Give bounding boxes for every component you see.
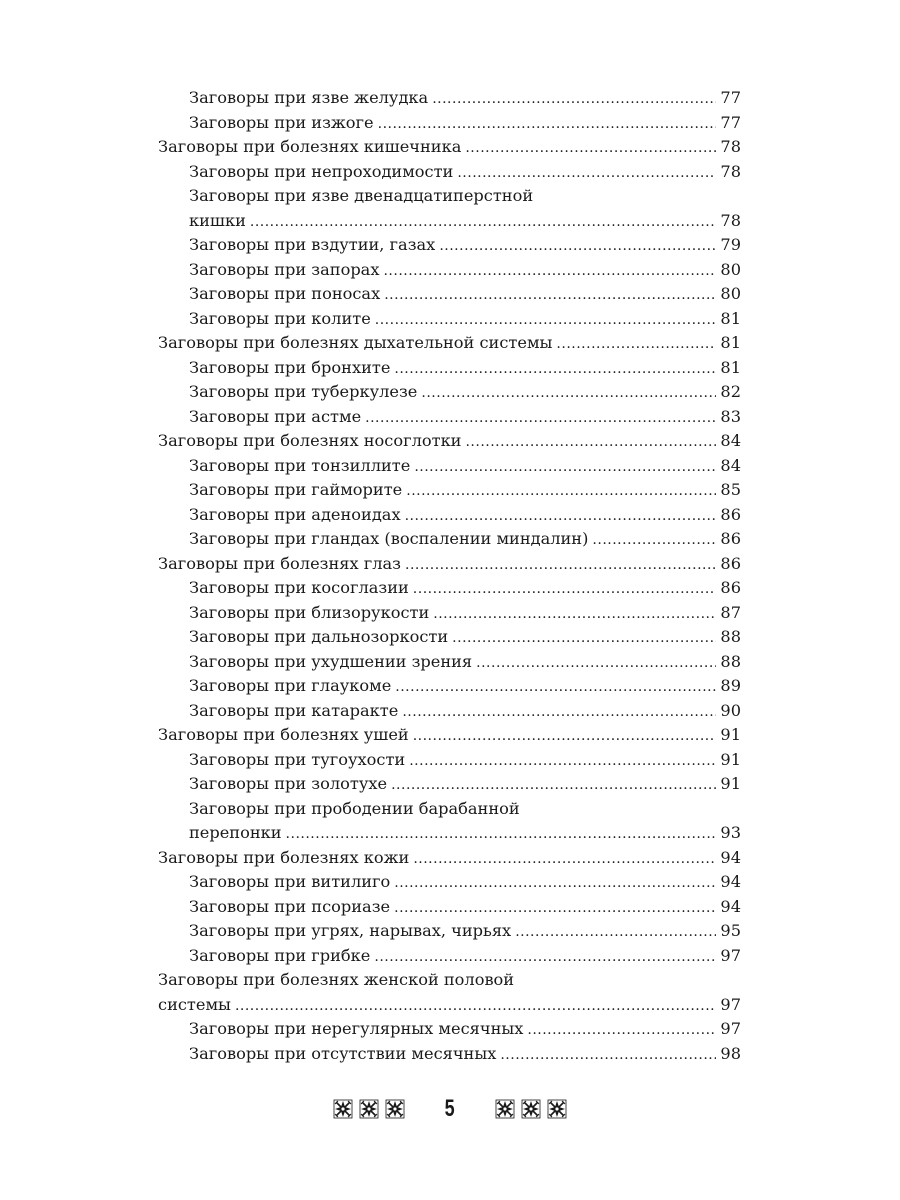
dot-leader	[457, 161, 716, 186]
toc-entry-title: Заговоры при угрях, нарывах, чирьях	[189, 921, 512, 940]
toc-entry-page: 86	[720, 553, 741, 573]
toc-entry-page: 78	[720, 161, 741, 181]
toc-entry	[158, 699, 741, 724]
toc-entry-title: Заговоры при отсутствии месячных	[189, 1043, 497, 1063]
toc-entry-page: 94	[720, 847, 741, 867]
toc-entry-page: 97	[720, 1019, 741, 1038]
toc-entry-page: 77	[720, 112, 741, 132]
toc-entry-page: 97	[720, 994, 741, 1014]
toc-entry	[158, 380, 741, 405]
toc-entry-title: Заговоры при гайморите	[189, 480, 403, 499]
dot-leader	[383, 259, 716, 284]
toc-entry	[158, 356, 741, 381]
table-of-contents	[158, 86, 741, 1066]
toc-entry	[158, 307, 741, 332]
toc-entry-page: 93	[720, 823, 741, 842]
toc-entry	[158, 723, 741, 748]
toc-entry-title: Заговоры при болезнях ушей	[158, 725, 409, 744]
dot-leader	[409, 749, 716, 774]
snowflake-ornament-icon	[521, 1099, 541, 1119]
toc-entry-page: 89	[720, 676, 741, 695]
dot-leader	[365, 406, 716, 431]
toc-entry-title: Заговоры при бронхите	[189, 357, 391, 377]
toc-entry-title: Заговоры при язве двенадцатиперстной	[189, 186, 534, 205]
toc-entry	[158, 478, 741, 503]
toc-entry-page: 97	[720, 945, 741, 965]
dot-leader	[465, 136, 716, 161]
dot-leader	[413, 724, 717, 749]
toc-entry	[158, 895, 741, 920]
toc-entry	[158, 772, 741, 797]
toc-entry-title: Заговоры при катаракте	[189, 700, 399, 720]
toc-entry	[158, 1042, 741, 1067]
dot-leader	[402, 700, 716, 725]
toc-entry-title: Заговоры при косоглазии	[189, 578, 409, 597]
dot-leader	[452, 626, 716, 651]
toc-entry	[158, 331, 741, 356]
toc-entry-title: Заговоры при непроходимости	[189, 161, 454, 181]
toc-entry-page: 94	[720, 896, 741, 916]
toc-entry-title: Заговоры при тонзиллите	[189, 455, 411, 475]
toc-entry-title: Заговоры при изжоге	[189, 112, 374, 132]
toc-entry-page: 85	[720, 480, 741, 499]
dot-leader	[395, 675, 716, 700]
toc-entry-page: 81	[720, 333, 741, 352]
toc-entry-title: Заговоры при колите	[189, 308, 371, 328]
toc-entry	[158, 111, 741, 136]
dot-leader	[414, 455, 716, 480]
toc-entry-title: Заговоры при золотухе	[189, 774, 388, 793]
toc-entry-title: Заговоры при близорукости	[189, 602, 430, 622]
toc-entry-title: Заговоры при дальнозоркости	[189, 627, 449, 646]
toc-entry	[158, 503, 741, 528]
dot-leader	[500, 1043, 716, 1068]
toc-entry-title: Заговоры при запорах	[189, 259, 380, 279]
toc-entry-page: 77	[720, 88, 741, 107]
toc-entry-page: 86	[720, 504, 741, 524]
toc-entry-continuation	[158, 821, 741, 846]
toc-entry-page: 81	[720, 357, 741, 377]
toc-entry-title: Заговоры при псориазе	[189, 896, 391, 916]
toc-entry-page: 80	[720, 284, 741, 303]
toc-entry-title: Заговоры при прободении барабанной	[189, 798, 520, 818]
toc-entry-page: 78	[720, 137, 741, 156]
toc-entry-page: 91	[720, 749, 741, 769]
toc-entry-title: Заговоры при болезнях глаз	[158, 553, 402, 573]
toc-entry	[158, 797, 741, 822]
toc-entry-title: Заговоры при болезнях кишечника	[158, 137, 462, 156]
toc-entry	[158, 454, 741, 479]
dot-leader	[433, 602, 716, 627]
toc-entry-title: Заговоры при поносах	[189, 284, 381, 303]
dot-leader	[391, 773, 716, 798]
toc-entry-page: 90	[720, 700, 741, 720]
toc-entry-title: Заговоры при глаукоме	[189, 676, 392, 695]
toc-entry	[158, 527, 741, 552]
toc-entry-title: Заговоры при грибке	[189, 945, 371, 965]
toc-entry-title: Заговоры при тугоухости	[189, 749, 406, 769]
toc-entry-title: Заговоры при ухудшении зрения	[189, 651, 473, 671]
dot-leader	[476, 651, 716, 676]
toc-entry-title: Заговоры при астме	[189, 406, 362, 426]
toc-entry	[158, 233, 741, 258]
toc-entry	[158, 674, 741, 699]
dot-leader	[515, 920, 716, 945]
toc-entry	[158, 86, 741, 111]
toc-entry	[158, 184, 741, 209]
toc-entry-continuation	[158, 209, 741, 234]
toc-entry-continuation	[158, 993, 741, 1018]
dot-leader	[432, 87, 716, 112]
toc-entry-title-continuation: перепонки	[189, 823, 282, 842]
dot-leader	[286, 822, 717, 847]
dot-leader	[413, 847, 716, 872]
page-footer	[0, 1092, 900, 1126]
toc-entry-title-continuation: системы	[158, 994, 231, 1014]
snowflake-ornament-icon	[547, 1099, 567, 1119]
dot-leader	[465, 430, 716, 455]
page-number: 5	[444, 1095, 456, 1122]
toc-entry-title: Заговоры при болезнях носоглотки	[158, 431, 462, 450]
toc-entry-page: 98	[720, 1043, 741, 1063]
toc-entry-page: 95	[720, 921, 741, 940]
dot-leader	[374, 945, 716, 970]
footer-ornament-right	[495, 1099, 567, 1119]
toc-entry-page: 78	[720, 210, 741, 230]
toc-entry-title: Заговоры при туберкулезе	[189, 382, 418, 401]
toc-entry-title: Заговоры при гландах (воспалении миндалин)	[189, 529, 589, 548]
toc-entry	[158, 282, 741, 307]
toc-entry	[158, 601, 741, 626]
dot-leader	[384, 283, 716, 308]
toc-entry-page: 82	[720, 382, 741, 401]
dot-leader	[235, 994, 716, 1019]
toc-entry-title: Заговоры при витилиго	[189, 872, 391, 891]
dot-leader	[592, 528, 716, 553]
dot-leader	[394, 357, 716, 382]
toc-entry	[158, 625, 741, 650]
dot-leader	[439, 234, 716, 259]
toc-entry	[158, 160, 741, 185]
toc-entry-page: 81	[720, 308, 741, 328]
toc-entry-page: 84	[720, 455, 741, 475]
toc-entry-title: Заговоры при нерегулярных месячных	[189, 1019, 524, 1038]
toc-entry	[158, 135, 741, 160]
toc-entry-page: 79	[720, 235, 741, 254]
toc-entry-page: 88	[720, 651, 741, 671]
toc-entry-page: 80	[720, 259, 741, 279]
toc-entry	[158, 870, 741, 895]
toc-entry-title-continuation: кишки	[189, 210, 246, 230]
toc-entry-page: 84	[720, 431, 741, 450]
dot-leader	[394, 896, 716, 921]
toc-entry	[158, 576, 741, 601]
toc-entry-page: 83	[720, 406, 741, 426]
toc-entry	[158, 258, 741, 283]
toc-entry	[158, 405, 741, 430]
toc-entry	[158, 429, 741, 454]
snowflake-ornament-icon	[385, 1099, 405, 1119]
footer-ornament-left	[333, 1099, 405, 1119]
snowflake-ornament-icon	[359, 1099, 379, 1119]
toc-entry-page: 91	[720, 725, 741, 744]
toc-entry-page: 91	[720, 774, 741, 793]
toc-entry-title: Заговоры при болезнях женской половой	[158, 970, 515, 989]
toc-entry	[158, 1017, 741, 1042]
dot-leader	[250, 210, 717, 235]
dot-leader	[378, 112, 717, 137]
snowflake-ornament-icon	[495, 1099, 515, 1119]
toc-entry	[158, 650, 741, 675]
toc-entry	[158, 944, 741, 969]
toc-entry-title: Заговоры при вздутии, газах	[189, 235, 436, 254]
dot-leader	[527, 1018, 716, 1043]
dot-leader	[394, 871, 716, 896]
toc-entry-title: Заговоры при болезнях кожи	[158, 847, 410, 867]
dot-leader	[405, 504, 717, 529]
dot-leader	[556, 332, 716, 357]
toc-entry	[158, 748, 741, 773]
dot-leader	[375, 308, 717, 333]
dot-leader	[405, 553, 716, 578]
toc-entry-title: Заговоры при язве желудка	[189, 88, 429, 107]
toc-entry-title: Заговоры при аденоидах	[189, 504, 401, 524]
toc-entry	[158, 846, 741, 871]
toc-entry	[158, 552, 741, 577]
toc-entry-title: Заговоры при болезнях дыхательной системы	[158, 333, 553, 352]
toc-entry-page: 94	[720, 872, 741, 891]
dot-leader	[421, 381, 716, 406]
toc-entry-page: 87	[720, 602, 741, 622]
snowflake-ornament-icon	[333, 1099, 353, 1119]
toc-entry-page: 88	[720, 627, 741, 646]
toc-entry	[158, 968, 741, 993]
toc-entry-page: 86	[720, 578, 741, 597]
toc-entry-page: 86	[720, 529, 741, 548]
dot-leader	[413, 577, 717, 602]
toc-entry	[158, 919, 741, 944]
dot-leader	[406, 479, 716, 504]
